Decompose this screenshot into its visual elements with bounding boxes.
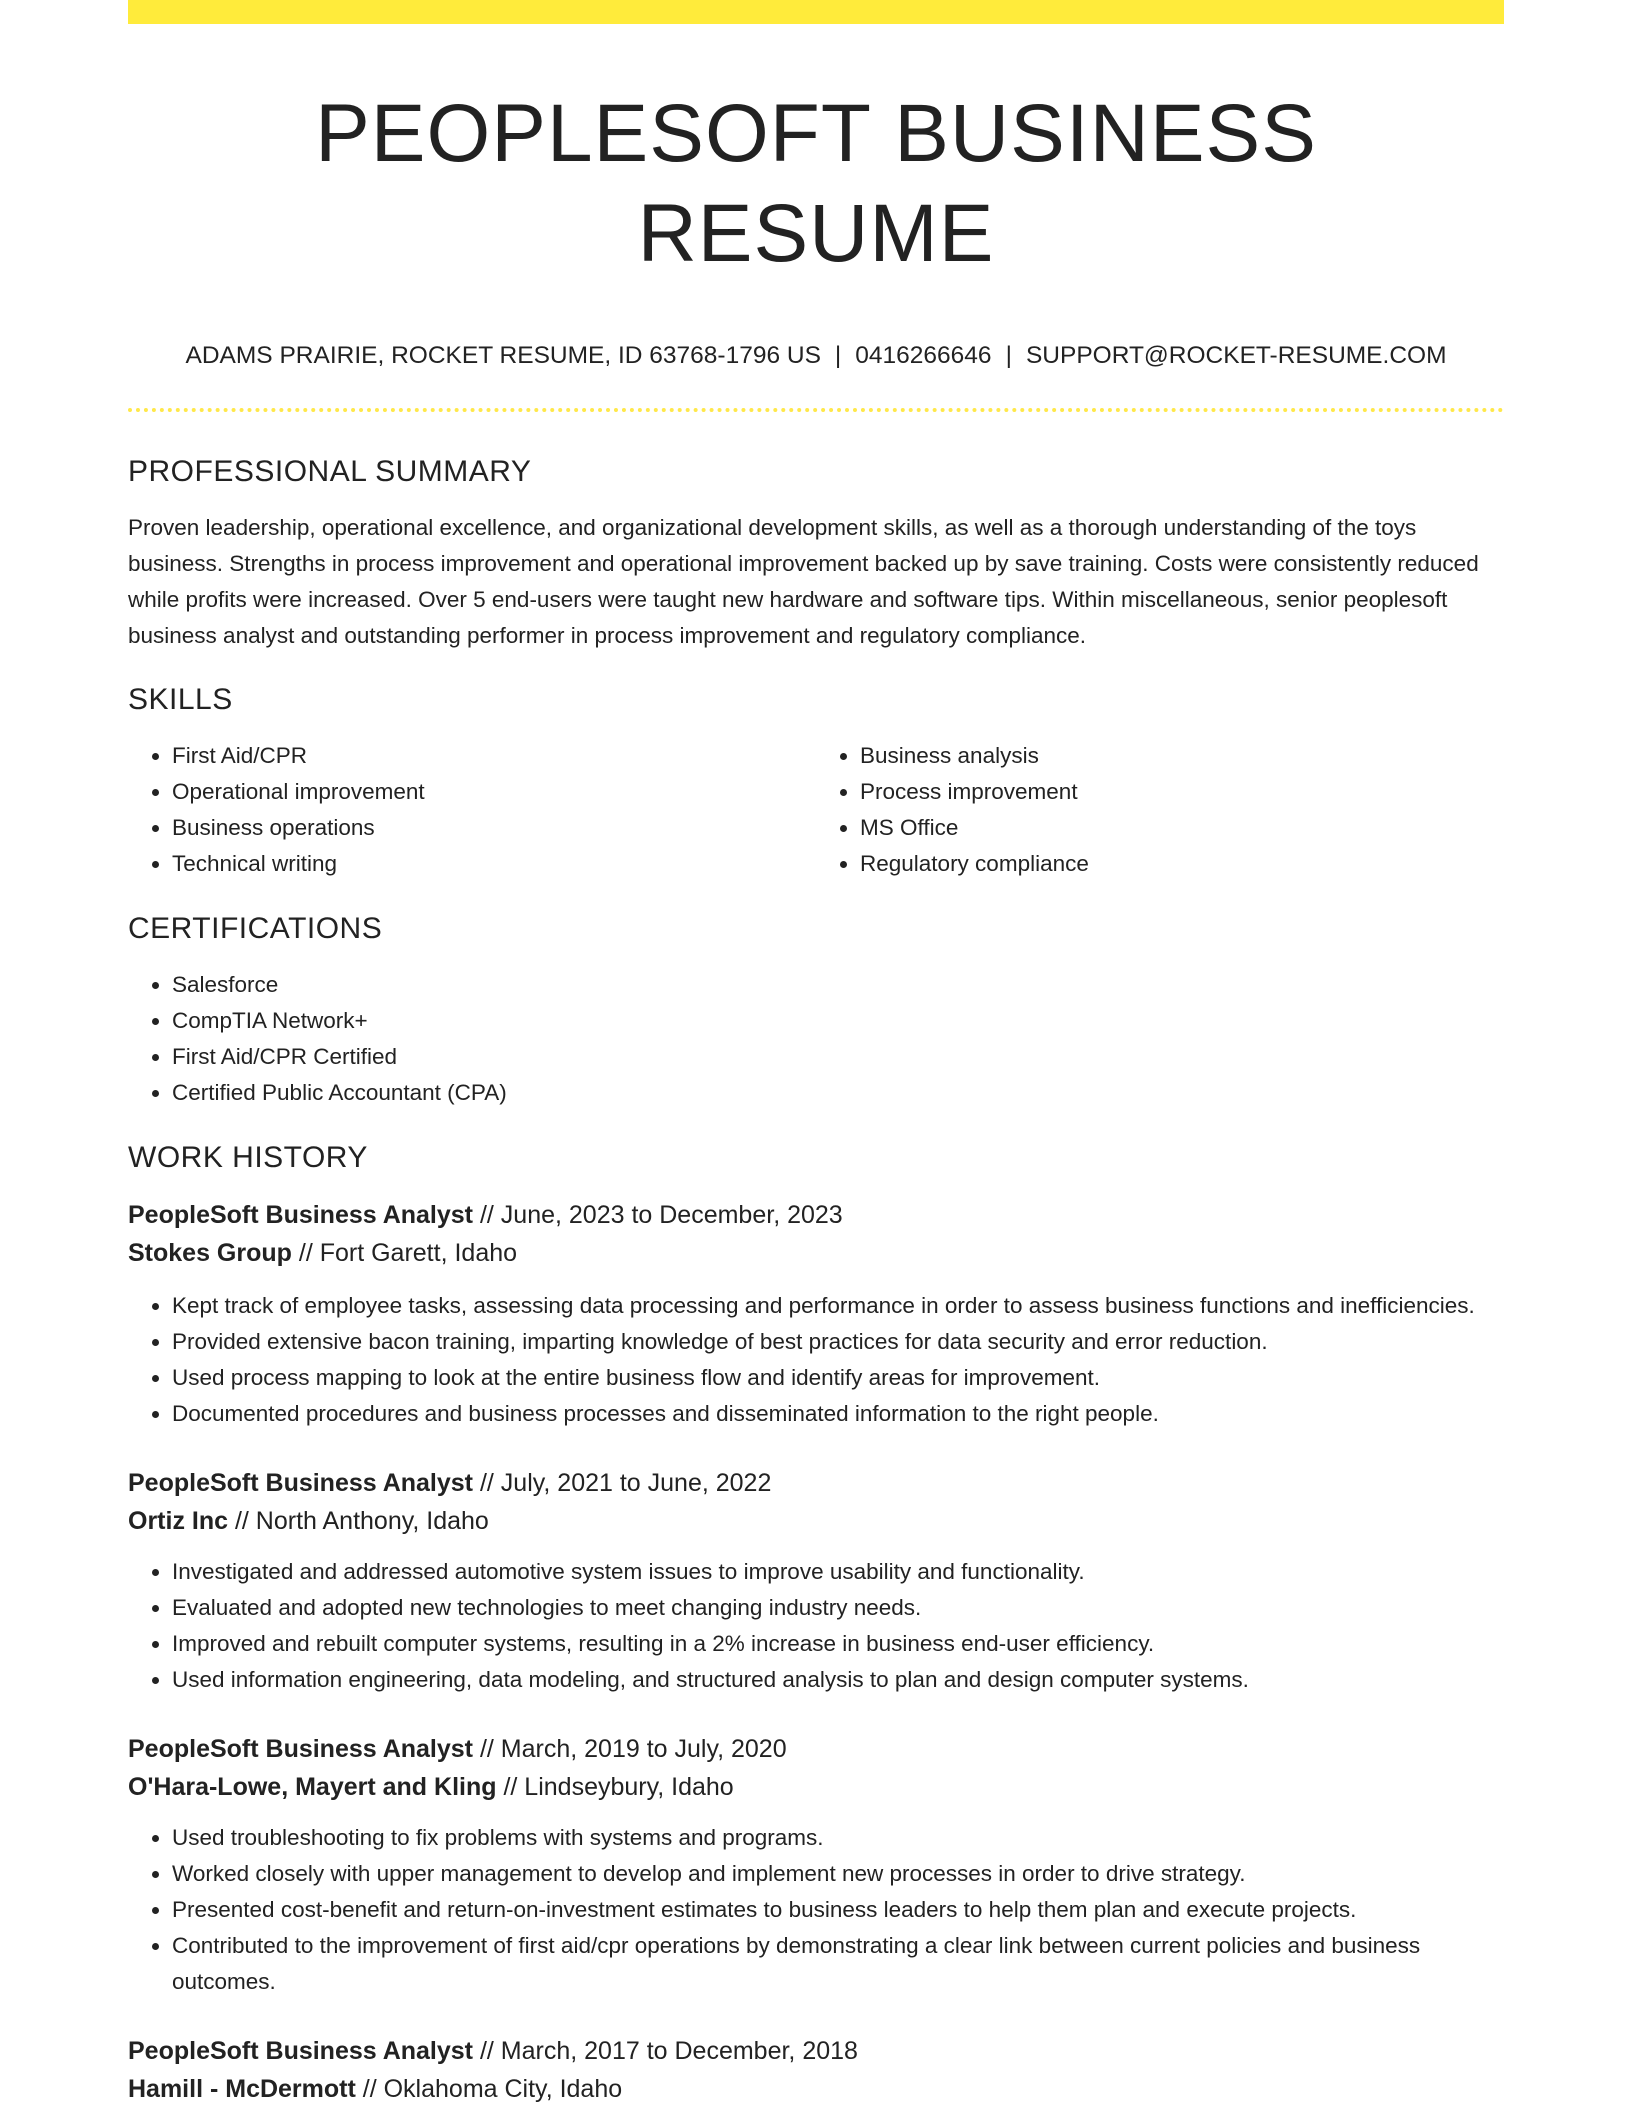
job-dates: // July, 2021 to June, 2022 (479, 1469, 772, 1497)
job-title-line (128, 1730, 1504, 1768)
certification-item: • Certified Public Accountant (CPA) (172, 1075, 1504, 1111)
job-title: PeopleSoft Business Analyst (128, 2037, 473, 2065)
job-company-line (128, 1234, 1504, 1272)
dotted-divider (128, 408, 1504, 412)
job-company: Ortiz Inc (128, 1507, 229, 1535)
certification-item: • CompTIA Network+ (172, 1003, 1504, 1039)
accent-top-bar (128, 0, 1504, 24)
skills-list-right (816, 738, 1504, 882)
job-company: Stokes Group (128, 1239, 292, 1267)
skill-item: • MS Office (860, 810, 1504, 846)
contact-email: SUPPORT@ROCKET-RESUME.COM (1025, 342, 1447, 369)
job-bullet: • Investigated and addressed automotive system issues to improve usability and functionality. (172, 1554, 1504, 1590)
skill-item: • Process improvement (860, 774, 1504, 810)
resume-page (128, 0, 1504, 2108)
job-bullet: • Kept track of employee tasks, assessing data processing and performance in order to assess business functions and inefficiencies. (172, 1288, 1504, 1324)
skills-list-left (128, 738, 816, 882)
job-dates: // June, 2023 to December, 2023 (479, 1201, 843, 1229)
job-entry (128, 1730, 1504, 2000)
job-location: // Lindseybury, Idaho (503, 1773, 734, 1801)
job-bullet: • Evaluated and adopted new technologies to meet changing industry needs. (172, 1590, 1504, 1626)
certifications-list (128, 967, 1504, 1111)
skill-item: • Business analysis (860, 738, 1504, 774)
job-location: // Fort Garett, Idaho (298, 1239, 518, 1267)
job-dates: // March, 2017 to December, 2018 (479, 2037, 858, 2065)
contact-phone: 0416266646 (855, 342, 992, 369)
job-company-line (128, 1768, 1504, 1806)
skill-item: • Operational improvement (172, 774, 816, 810)
job-title-line (128, 2032, 1504, 2070)
job-dates: // March, 2019 to July, 2020 (479, 1735, 787, 1763)
job-bullets (128, 1820, 1504, 2000)
job-title: PeopleSoft Business Analyst (128, 1469, 473, 1497)
job-company: O'Hara-Lowe, Mayert and Kling (128, 1773, 497, 1801)
job-entry (128, 1196, 1504, 1432)
section-heading-work-history: WORK HISTORY (128, 1141, 368, 1174)
summary-text: Proven leadership, operational excellence, and organizational development skills, as well as a thorough understanding of the toys business. Strengths in process improvement and operational improvement backed up by save training. Costs were consistently reduced while profits were increased. Over 5 end-users were taught new hardware and software tips. Within miscellaneous, senior peoplesoft business analyst and outstanding performer in process improvement and regulatory compliance. (128, 515, 1479, 648)
section-heading-summary: PROFESSIONAL SUMMARY (128, 455, 532, 488)
job-company-line (128, 1502, 1504, 1540)
job-title-line (128, 1196, 1504, 1234)
job-entry (128, 2032, 1504, 2108)
skill-item: • Business operations (172, 810, 816, 846)
skill-item: • Regulatory compliance (860, 846, 1504, 882)
job-title: PeopleSoft Business Analyst (128, 1201, 473, 1229)
contact-address: ADAMS PRAIRIE, ROCKET RESUME, ID 63768-1796 US (185, 342, 821, 369)
job-bullets (128, 1554, 1504, 1698)
contact-separator: | (1005, 342, 1012, 369)
job-bullet: • Worked closely with upper management to develop and implement new processes in order to drive strategy. (172, 1856, 1504, 1892)
skills-columns (128, 738, 1504, 882)
section-heading-skills: SKILLS (128, 683, 233, 716)
job-entry (128, 1464, 1504, 1698)
job-company: Hamill - McDermott (128, 2075, 356, 2103)
contact-separator: | (834, 342, 842, 369)
skill-item: • First Aid/CPR (172, 738, 816, 774)
job-bullet: • Used process mapping to look at the entire business flow and identify areas for improvement. (172, 1360, 1504, 1396)
job-location: // North Anthony, Idaho (234, 1507, 489, 1535)
section-heading-certifications: CERTIFICATIONS (128, 912, 383, 945)
skill-item: • Technical writing (172, 846, 816, 882)
job-bullets (128, 1288, 1504, 1432)
job-bullet: • Presented cost-benefit and return-on-investment estimates to business leaders to help them plan and execute projects. (172, 1892, 1504, 1928)
certification-item: • Salesforce (172, 967, 1504, 1003)
contact-line (128, 340, 1504, 372)
job-bullet: • Contributed to the improvement of first aid/cpr operations by demonstrating a clear link between current policies and business outcomes. (172, 1928, 1504, 2000)
job-bullet: • Documented procedures and business processes and disseminated information to the right people. (172, 1396, 1504, 1432)
job-location: // Oklahoma City, Idaho (362, 2075, 623, 2103)
job-bullet: • Used information engineering, data modeling, and structured analysis to plan and design computer systems. (172, 1662, 1504, 1698)
job-bullet: • Provided extensive bacon training, imparting knowledge of best practices for data security and error reduction. (172, 1324, 1504, 1360)
job-bullet: • Improved and rebuilt computer systems, resulting in a 2% increase in business end-user efficiency. (172, 1626, 1504, 1662)
certification-item: • First Aid/CPR Certified (172, 1039, 1504, 1075)
job-title: PeopleSoft Business Analyst (128, 1735, 473, 1763)
resume-title: PEOPLESOFT BUSINESS RESUME (315, 88, 1317, 279)
job-company-line (128, 2070, 1504, 2108)
job-bullet: • Used troubleshooting to fix problems with systems and programs. (172, 1820, 1504, 1856)
job-title-line (128, 1464, 1504, 1502)
